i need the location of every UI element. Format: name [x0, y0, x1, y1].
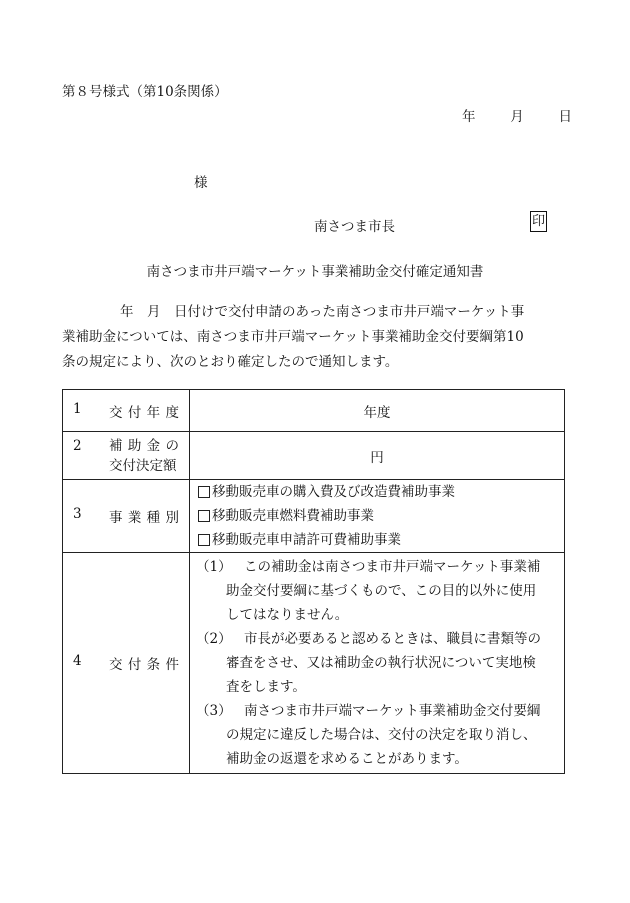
seal-mark: 印 [530, 211, 547, 232]
condition-line: の規定に違反した場合は、交付の決定を取り消し、 [226, 727, 537, 743]
project-type-option[interactable] [198, 504, 564, 528]
date-day: 日 [558, 109, 572, 125]
condition-line: この補助金は南さつま市井戸端マーケット事業補 [244, 559, 541, 575]
body-line: 年 月 日付けで交付申請のあった南さつま市井戸端マーケット事 [120, 304, 525, 320]
condition-line: してはなりません。 [226, 607, 349, 623]
option-label: 移動販売車の購入費及び改造費補助事業 [212, 484, 455, 500]
date-line [462, 105, 572, 125]
issuer-name: 南さつま市長 [314, 219, 395, 235]
recipient-honorific: 様 [194, 175, 208, 191]
table-row-conditions [63, 553, 565, 774]
row-label: 交 付 年 度 [109, 404, 179, 421]
option-label: 移動販売車申請許可費補助事業 [212, 532, 401, 548]
condition-line: 補助金の返還を求めることがあります。 [226, 751, 468, 767]
condition-item [196, 555, 560, 627]
row-label-line2: 交付決定額 [109, 457, 177, 474]
condition-line: 査をします。 [226, 679, 306, 695]
condition-line: 市長が必要あると認めるときは、職員に書類等の [244, 631, 541, 647]
row-label-line1: 補 助 金 の [109, 437, 179, 454]
condition-number: （2） [196, 631, 232, 647]
condition-line: 助金交付要綱に基づくもので、この目的以外に使用 [226, 583, 537, 599]
conditions-cell [190, 553, 565, 774]
condition-line: 南さつま市井戸端マーケット事業補助金交付要綱 [244, 703, 541, 719]
table-row-grant-amount [63, 432, 565, 480]
project-type-options [190, 480, 565, 553]
row-label-cell [63, 432, 190, 480]
fiscal-year-value: 年度 [190, 390, 565, 432]
row-label-cell [63, 553, 190, 774]
project-type-option[interactable] [198, 480, 564, 504]
date-month: 月 [510, 109, 524, 125]
row-label: 交 付 条 件 [109, 657, 179, 673]
condition-number: （1） [196, 559, 232, 575]
body-line: 業補助金については、南さつま市井戸端マーケット事業補助金交付要綱第10 [62, 329, 524, 345]
row-number: 3 [73, 506, 82, 522]
date-year: 年 [462, 109, 476, 125]
row-number: 4 [73, 653, 82, 669]
body-paragraph [62, 300, 567, 375]
document-title: 南さつま市井戸端マーケット事業補助金交付確定通知書 [146, 264, 484, 280]
condition-line: 審査をさせ、又は補助金の執行状況について実地検 [226, 655, 536, 671]
form-number: 第８号様式（第10条関係） [62, 84, 228, 100]
condition-number: （3） [196, 703, 232, 719]
checkbox[interactable] [198, 510, 210, 522]
checkbox[interactable] [198, 486, 210, 498]
option-label: 移動販売車燃料費補助事業 [212, 508, 374, 524]
row-number: 2 [73, 437, 82, 454]
row-number: 1 [73, 400, 82, 417]
row-label-cell [63, 480, 190, 553]
table-row-fiscal-year [63, 390, 565, 432]
body-line: 条の規定により、次のとおり確定したので通知します。 [62, 354, 399, 370]
checkbox[interactable] [198, 534, 210, 546]
condition-item [196, 627, 560, 699]
project-type-option[interactable] [198, 528, 564, 552]
info-table [62, 389, 565, 774]
table-row-project-type [63, 480, 565, 553]
row-label: 事 業 種 別 [109, 510, 179, 526]
condition-item [196, 699, 560, 771]
grant-amount-value: 円 [190, 432, 565, 480]
row-label-cell [63, 390, 190, 432]
